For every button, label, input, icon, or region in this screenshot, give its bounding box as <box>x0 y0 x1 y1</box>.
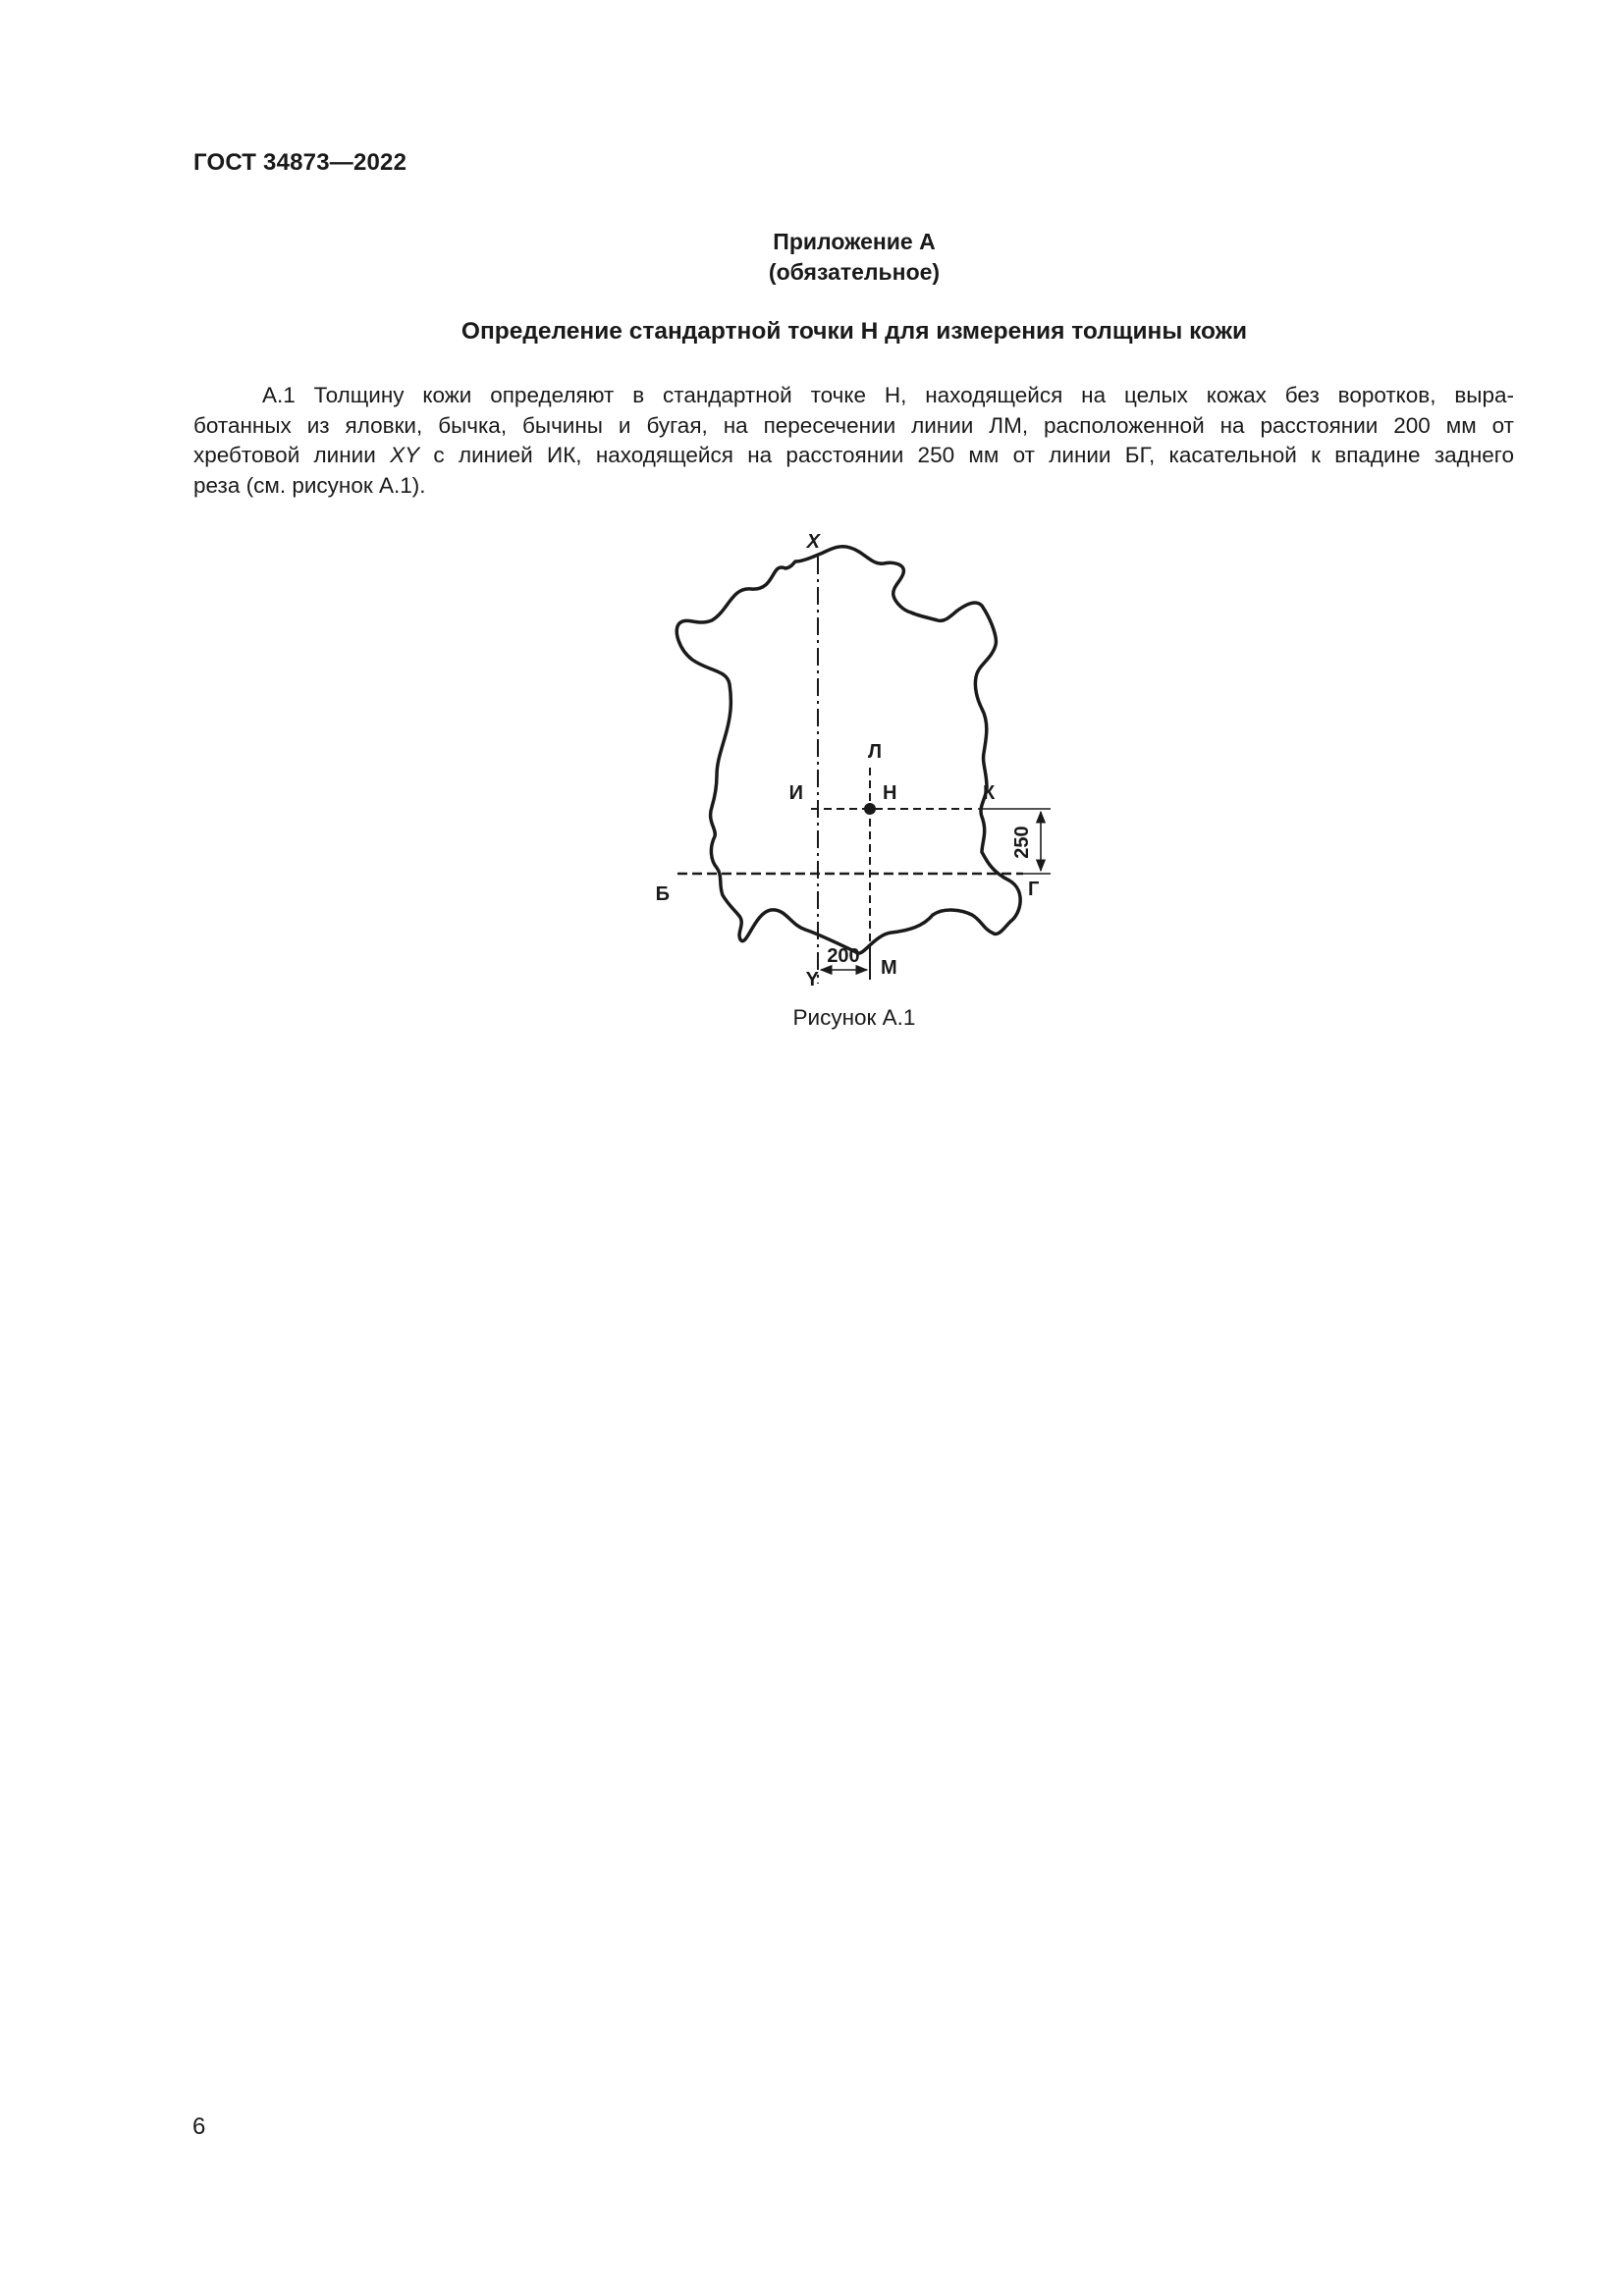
label-k: К <box>983 782 996 804</box>
label-i: И <box>788 782 803 804</box>
hide-diagram <box>638 522 1070 993</box>
paragraph-line-3-end: с линией ИК, находящейся на расстоянии 250 мм от линии БГ, касательной к впадине заднего <box>419 443 1514 467</box>
label-n: Н <box>883 782 897 804</box>
annex-title: Приложение А <box>773 229 936 254</box>
label-x: X <box>806 531 820 553</box>
paragraph-line-3-start: хребтовой линии <box>193 443 391 467</box>
annex-status: (обязательное) <box>768 259 941 285</box>
document-header: ГОСТ 34873—2022 <box>193 149 407 176</box>
paragraph-line-2: ботанных из яловки, бычка, бычины и бугая, на пересечении линии ЛМ, расположенной на расстоянии 200 мм от <box>193 412 1514 438</box>
paragraph-line-3 <box>193 441 1514 471</box>
label-l: Л <box>867 741 883 763</box>
figure-caption: Рисунок А.1 <box>792 1005 916 1030</box>
hide-diagram-svg <box>638 522 1070 993</box>
label-dim-250: 250 <box>1011 826 1033 859</box>
annex-heading <box>0 227 1624 288</box>
section-title: Определение стандартной точки Н для измерения толщины кожи <box>460 318 1248 345</box>
label-b: Б <box>655 883 670 905</box>
label-y: Y <box>805 969 819 990</box>
body-paragraph <box>193 381 1514 501</box>
paragraph-line-4: реза (см. рисунок А.1). <box>193 472 426 498</box>
paragraph-line-1: А.1 Толщину кожи определяют в стандартной точке Н, находящейся на целых кожах без воротков, выра- <box>262 383 1514 407</box>
hide-outline <box>677 547 1020 954</box>
page-number: 6 <box>192 2113 206 2140</box>
point-n <box>864 803 876 815</box>
label-m: М <box>881 957 897 979</box>
label-dim-200: 200 <box>827 945 860 967</box>
label-g: Г <box>1028 879 1040 900</box>
spine-line-term: XY <box>390 443 420 467</box>
